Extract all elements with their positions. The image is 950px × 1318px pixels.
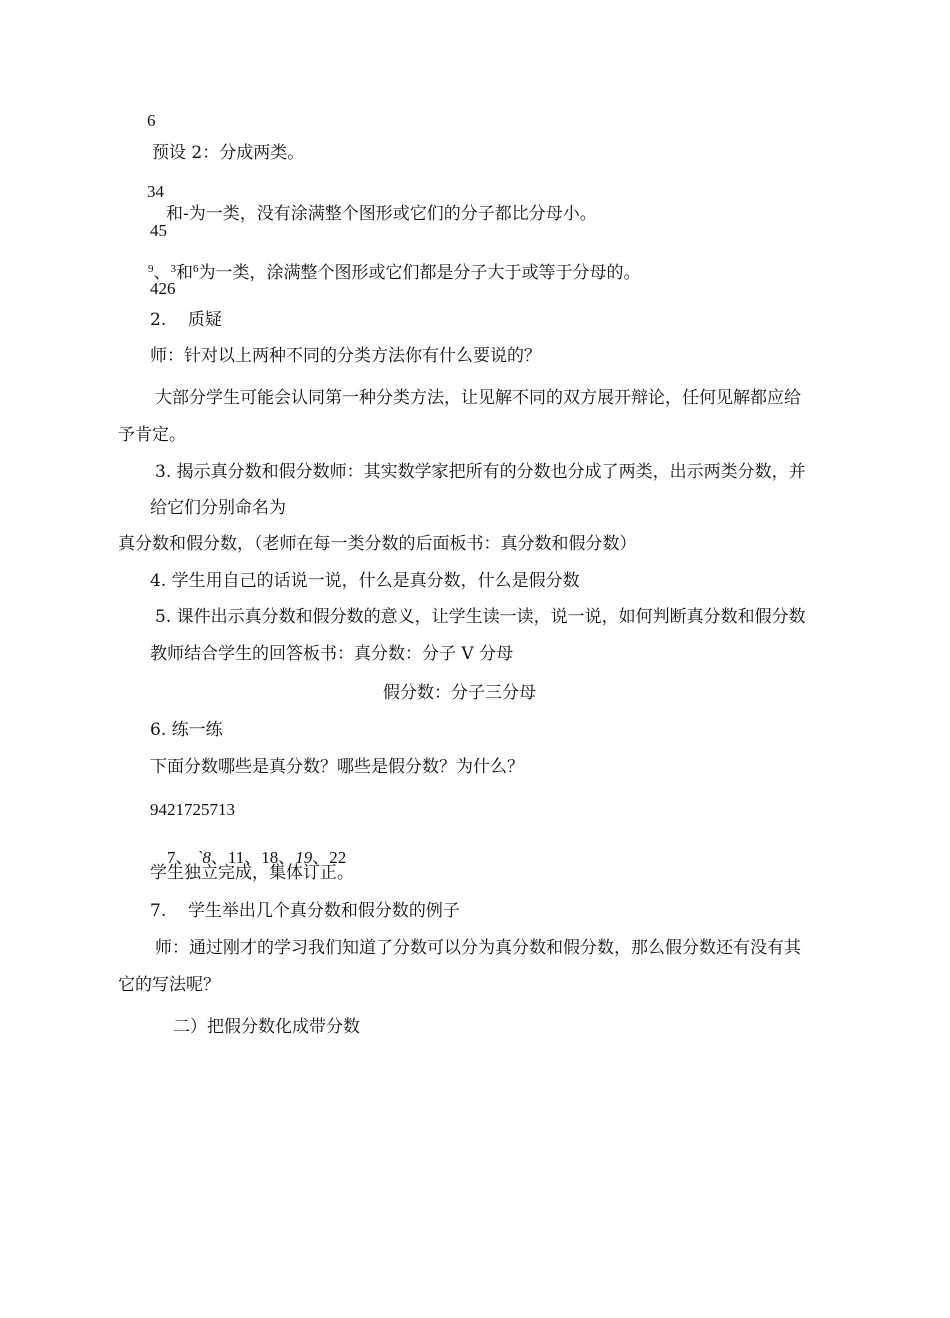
step-3-line2: 给它们分别命名为 — [150, 498, 286, 518]
blackboard-note: 真分数和假分数，（老师在每一类分数的后面板书：真分数和假分数） — [118, 534, 637, 554]
fraction-fragment-9: 9 — [148, 263, 154, 275]
fraction-fragment-6: 6 — [147, 111, 156, 130]
improper-fraction-rule: 假分数：分子三分母 — [383, 683, 536, 703]
step-4: 4. 学生用自己的话说一说，什么是真分数，什么是假分数 — [150, 571, 580, 591]
step-2-question: 2. 质疑 — [150, 310, 222, 330]
fraction-fragment-3: 3 — [170, 263, 176, 275]
fraction-denominators-426: 426 — [150, 279, 176, 298]
denominator-22: 、22 — [312, 848, 347, 867]
fraction-denominators-45: 45 — [150, 221, 167, 240]
fraction-fragment-6b: 6 — [193, 263, 199, 275]
practice-question: 下面分数哪些是真分数？哪些是假分数？为什么？ — [150, 757, 524, 777]
practice-numerators: 9421725713 — [150, 800, 235, 819]
class-one-description: 和-为一类，没有涂满整个图形或它们的分子都比分母小。 — [166, 204, 597, 224]
step-3-line1: 3. 揭示真分数和假分数师：其实数学家把所有的分数也分成了两类，出示两类分数，并 — [155, 462, 806, 482]
debate-paragraph-line2: 予肯定。 — [118, 425, 186, 445]
fraction-numerators-34: 34 — [147, 182, 164, 201]
teacher-question: 师：针对以上两种不同的分类方法你有什么要说的？ — [150, 346, 541, 366]
students-complete: 学生独立完成，集体订正。 — [150, 863, 354, 883]
step-6-practice: 6. 练一练 — [150, 720, 223, 740]
preset-2-heading: 预设 2：分成两类。 — [152, 143, 305, 163]
class-two-text: 为一类，涂满整个图形或它们都是分子大于或等于分母的。 — [198, 263, 641, 283]
teacher-transition-line2: 它的写法呢？ — [118, 975, 220, 995]
denominators-11-18: 、11、18、 — [210, 848, 296, 867]
denominator-8: `8 — [196, 848, 211, 867]
denominator-7: 7、 — [167, 848, 197, 867]
separator-comma: 、 — [153, 263, 171, 283]
debate-paragraph-line1: 大部分学生可能会认同第一种分类方法，让见解不同的双方展开辩论，任何见解都应给 — [155, 388, 801, 408]
proper-fraction-rule: 教师结合学生的回答板书：真分数：分子 V 分母 — [150, 644, 514, 664]
denominator-19: 19 — [295, 848, 313, 867]
section-two-heading: 二）把假分数化成带分数 — [173, 1017, 360, 1037]
conjunction-and: 和 — [176, 263, 193, 283]
teacher-transition-line1: 师：通过刚才的学习我们知道了分数可以分为真分数和假分数，那么假分数还有没有其 — [155, 938, 801, 958]
class-two-description — [148, 258, 641, 284]
step-5: 5. 课件出示真分数和假分数的意义，让学生读一读，说一说，如何判断真分数和假分数 — [155, 607, 806, 627]
step-7: 7. 学生举出几个真分数和假分数的例子 — [150, 901, 460, 921]
